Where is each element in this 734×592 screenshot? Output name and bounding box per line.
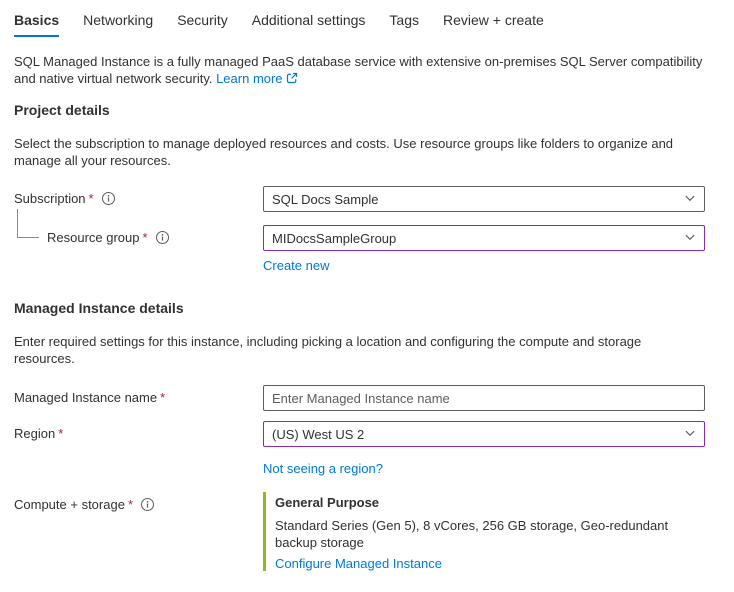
project-details-description: Select the subscription to manage deployed resources and costs. Use resource groups like folders to organize and manage all your resources. [14, 136, 674, 168]
tab-review-create[interactable]: Review + create [442, 12, 544, 28]
service-description-text: SQL Managed Instance is a fully managed PaaS database service with extensive on-premises SQL Server compatibility and native virtual network security. [14, 54, 703, 86]
subscription-field-wrap [263, 186, 705, 212]
learn-more-link[interactable]: Learn more [216, 71, 283, 86]
resource-group-required-asterisk: * [142, 230, 148, 245]
service-description [14, 53, 705, 88]
region-selected-value: (US) West US 2 [272, 426, 365, 442]
region-label-wrap [14, 421, 263, 441]
selected-sku-summary [263, 492, 705, 571]
subscription-row [14, 186, 705, 212]
instance-details-description: Enter required settings for this instance, including picking a location and configuring the compute and storage resources. [14, 334, 642, 366]
instance-details-heading: Managed Instance details [14, 300, 184, 316]
sku-tier-name: General Purpose [275, 495, 380, 510]
resource-group-label: Resource group [47, 230, 140, 245]
resource-group-dropdown[interactable] [263, 225, 705, 251]
resource-group-field-wrap [263, 225, 705, 273]
subscription-label: Subscription [14, 191, 86, 206]
instance-name-required-asterisk: * [160, 390, 166, 405]
compute-storage-field-wrap [263, 492, 705, 571]
instance-name-row [14, 385, 705, 411]
compute-storage-label: Compute + storage [14, 497, 125, 512]
chevron-down-icon [684, 231, 696, 246]
instance-name-input[interactable] [263, 385, 705, 411]
tab-additional-settings[interactable]: Additional settings [251, 12, 366, 28]
resource-group-connector [17, 209, 39, 238]
wizard-tab-bar [14, 12, 705, 37]
not-seeing-region-link[interactable]: Not seeing a region? [263, 461, 383, 476]
chevron-down-icon [684, 427, 696, 442]
compute-storage-required-asterisk: * [127, 497, 133, 512]
subscription-info-icon[interactable] [101, 191, 116, 209]
resource-group-info-icon[interactable] [155, 230, 170, 248]
subscription-label-wrap [14, 186, 263, 209]
instance-name-field-wrap [263, 385, 705, 411]
configure-managed-instance-link[interactable]: Configure Managed Instance [275, 556, 442, 571]
compute-storage-label-wrap [14, 492, 263, 515]
subscription-selected-value: SQL Docs Sample [272, 191, 379, 207]
tab-basics[interactable]: Basics [14, 12, 59, 37]
instance-name-label: Managed Instance name [14, 390, 158, 405]
resource-group-selected-value: MIDocsSampleGroup [272, 230, 397, 246]
external-link-icon [286, 71, 298, 88]
region-label: Region [14, 426, 56, 441]
resource-group-row [14, 225, 705, 273]
create-new-resource-group-link[interactable]: Create new [263, 258, 330, 273]
subscription-dropdown[interactable] [263, 186, 705, 212]
compute-storage-info-icon[interactable] [140, 497, 155, 515]
region-row [14, 421, 705, 476]
region-dropdown[interactable] [263, 421, 705, 447]
chevron-down-icon [684, 192, 696, 207]
region-required-asterisk: * [58, 426, 64, 441]
tab-tags[interactable]: Tags [389, 12, 419, 28]
instance-name-label-wrap [14, 385, 263, 405]
tab-networking[interactable]: Networking [83, 12, 154, 28]
resource-group-label-wrap [14, 225, 263, 248]
compute-storage-row [14, 492, 705, 571]
project-details-heading: Project details [14, 102, 110, 118]
sku-description: Standard Series (Gen 5), 8 vCores, 256 GB storage, Geo-redundant backup storage [275, 518, 669, 550]
region-field-wrap [263, 421, 705, 476]
tab-security[interactable]: Security [177, 12, 228, 28]
subscription-required-asterisk: * [88, 191, 94, 206]
